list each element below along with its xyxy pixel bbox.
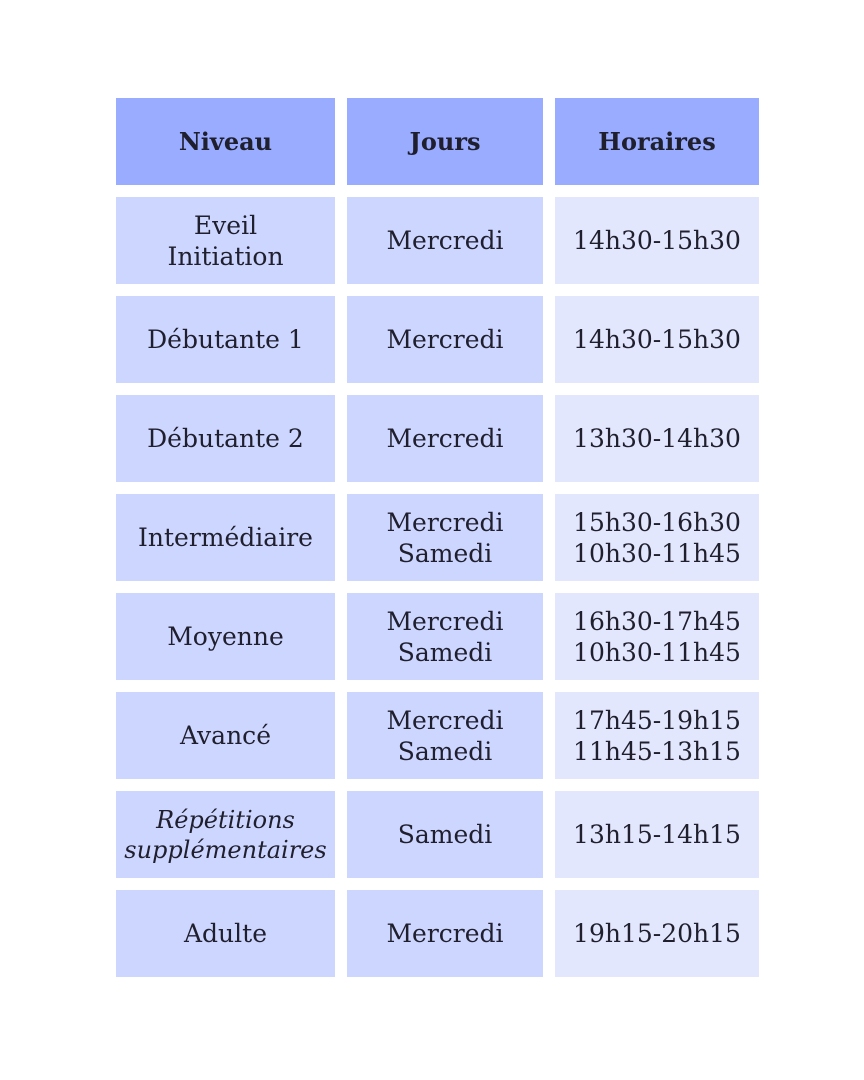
row-7-niveau: Répétitions supplémentaires — [116, 791, 335, 878]
row-8-jours: Mercredi — [347, 890, 543, 977]
row-3-jours: Mercredi — [347, 395, 543, 482]
row-4-jours: Mercredi Samedi — [347, 494, 543, 581]
row-2-niveau: Débutante 1 — [116, 296, 335, 383]
row-1-niveau: Eveil Initiation — [116, 197, 335, 284]
header-niveau: Niveau — [116, 98, 335, 185]
row-6-horaires: 17h45-19h15 11h45-13h15 — [555, 692, 759, 779]
row-6-niveau: Avancé — [116, 692, 335, 779]
row-2-jours: Mercredi — [347, 296, 543, 383]
row-3-horaires: 13h30-14h30 — [555, 395, 759, 482]
schedule-table — [116, 98, 760, 977]
row-7-jours: Samedi — [347, 791, 543, 878]
row-8-niveau: Adulte — [116, 890, 335, 977]
row-6-jours: Mercredi Samedi — [347, 692, 543, 779]
row-4-horaires: 15h30-16h30 10h30-11h45 — [555, 494, 759, 581]
row-7-horaires: 13h15-14h15 — [555, 791, 759, 878]
row-8-horaires: 19h15-20h15 — [555, 890, 759, 977]
header-horaires: Horaires — [555, 98, 759, 185]
row-2-horaires: 14h30-15h30 — [555, 296, 759, 383]
row-3-niveau: Débutante 2 — [116, 395, 335, 482]
row-1-jours: Mercredi — [347, 197, 543, 284]
header-jours: Jours — [347, 98, 543, 185]
row-1-horaires: 14h30-15h30 — [555, 197, 759, 284]
row-5-niveau: Moyenne — [116, 593, 335, 680]
row-5-horaires: 16h30-17h45 10h30-11h45 — [555, 593, 759, 680]
row-4-niveau: Intermédiaire — [116, 494, 335, 581]
row-5-jours: Mercredi Samedi — [347, 593, 543, 680]
